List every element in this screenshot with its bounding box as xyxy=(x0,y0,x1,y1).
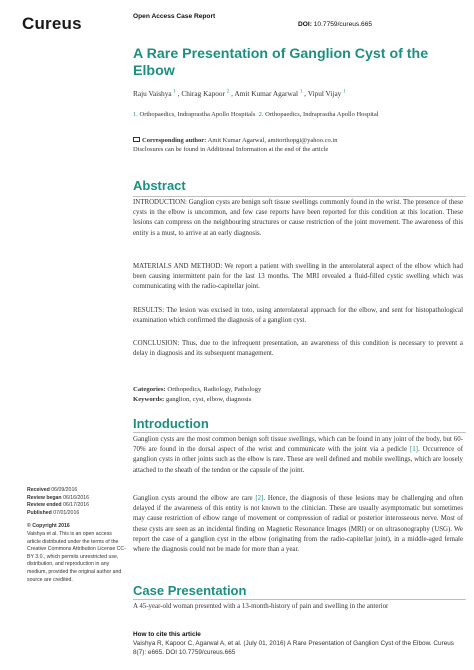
introduction-paragraph xyxy=(133,435,463,476)
published-date xyxy=(27,510,127,518)
affiliation-number: 2. xyxy=(258,111,264,118)
correspondence-block xyxy=(133,136,337,154)
abstract-introduction: INTRODUCTION: Ganglion cysts are benign soft tissue swellings commonly found in the wrist. The presence of these cysts in the elbow is uncommon, and few case reports have been reported for this condition at this location. These lesions can compress on the neighbouring structures or cause restriction of the joint movement. The awareness of this entity is a must, to arrive at an early diagnosis. xyxy=(133,199,463,237)
categories-value: Orthopedics, Radiology, Pathology xyxy=(167,386,262,393)
doi-value[interactable]: 10.7759/cureus.665 xyxy=(313,21,373,28)
section-divider xyxy=(133,196,466,197)
date-value: 07/01/2016 xyxy=(53,509,80,516)
doi-line xyxy=(298,21,372,28)
date-value: 06/16/2016 xyxy=(63,494,90,501)
paragraph-text: Ganglion cysts around the elbow are rare xyxy=(133,495,256,502)
date-label: Review ended xyxy=(27,502,62,509)
publication-history-sidebar xyxy=(27,487,127,584)
copyright-text: Vaishya et al. This is an open access article distributed under the terms of the Creative Commons Attribution License CC-BY 3.0., which permits unrestricted use, distribution, and reproduction in any medium, provided the original author and source are credited. xyxy=(27,530,126,583)
author-name[interactable]: Vipul Vijay xyxy=(307,89,342,98)
copyright-heading: © Copyright 2016 xyxy=(27,523,70,530)
keywords-value: ganglion, cyst, elbow, diagnosis xyxy=(165,396,252,403)
section-divider xyxy=(133,432,466,433)
affiliation-number: 1. xyxy=(133,111,138,118)
journal-logo: Cureus xyxy=(22,14,82,33)
section-divider xyxy=(133,599,466,600)
paragraph-text: . Occurrence of ganglion cysts in other joints such as the elbow is rare. These are well defined and mobile swellings, which are loosely attached to the sheath of the tendon or the capsule of the joint. xyxy=(133,446,464,474)
case-paragraph: A 45-year-old woman presented with a 13-month-history of pain and swelling in the anterior xyxy=(133,603,389,610)
disclosures-note: Disclosures can be found in Additional Information at the end of the article xyxy=(133,146,329,153)
corresponding-author[interactable]: Amit Kumar Agarwal, amitorthopgi@yahoo.co.in xyxy=(207,137,338,144)
keywords-label: Keywords: xyxy=(133,396,165,403)
author-affiliation-ref[interactable]: 1 xyxy=(173,89,176,95)
author-affiliation-ref[interactable]: 2 xyxy=(226,89,230,95)
citation-text: Vaishya R, Kapoor C, Agarwal A, et al. (July 01, 2016) A Rare Presentation of Ganglion Cyst of the Elbow. Cureus 8(7): e665. DOI 10.7759/cureus.665 xyxy=(133,640,455,656)
abstract-results: RESULTS: The lesion was excised in toto, using anterolateral approach for the elbow, and sent for histopathological examination which confirmed the diagnosis of a ganglion cyst. xyxy=(133,307,463,325)
author-affiliation-ref[interactable]: 1 xyxy=(343,89,346,95)
author-name[interactable]: Raju Vaishya xyxy=(133,89,172,98)
reference-link[interactable]: [1] xyxy=(409,446,418,454)
review-ended-date xyxy=(27,502,127,510)
affiliation-text: Orthopaedics, Indraprastha Apollo Hospitals xyxy=(139,111,256,118)
affiliation-list xyxy=(133,111,379,118)
categories-block xyxy=(133,385,261,405)
article-title: A Rare Presentation of Ganglion Cyst of the Elbow xyxy=(133,46,429,79)
author-affiliation-ref[interactable]: 1 xyxy=(299,89,303,95)
paragraph-text: . Hence, the diagnosis of these lesions may be challenging and often delayed if the awareness of this entity is not known to the clinician. These are usually asymptomatic but sometimes may cause restriction of elbow range of movement or compression of radial or posterior interosseous nerve. Most of these cysts are seen as an incidental finding on Magnetic Resonance Images (MRI) or on ultrasonography (USG). We report the case of a ganglion cyst in the elbow (originating from the radio-capitellar joint), in a middle-aged female where the diagnosis could not be made for more than a year. xyxy=(133,495,463,554)
received-date xyxy=(27,487,127,495)
case-presentation-heading: Case Presentation xyxy=(133,583,247,598)
author-list: Raju Vaishya $^1$ , Chirag Kapoor $^2$ , Amit Kumar Agarwal $^1$ , Vipul Vijay $^1$ xyxy=(133,89,346,98)
mail-icon xyxy=(133,137,140,142)
citation-heading: How to cite this article xyxy=(133,631,201,638)
introduction-paragraph xyxy=(133,494,463,555)
categories-label: Categories: xyxy=(133,386,166,393)
review-began-date xyxy=(27,495,127,503)
corresponding-label: Corresponding author: xyxy=(142,137,207,144)
doi-label: DOI: xyxy=(298,21,312,28)
date-value: 06/09/2016 xyxy=(51,487,78,493)
date-value: 06/17/2016 xyxy=(63,502,90,509)
author-name[interactable]: Chirag Kapoor xyxy=(181,89,225,98)
author-name[interactable]: Amit Kumar Agarwal xyxy=(234,89,299,98)
paragraph-text: Ganglion cysts are the most common benign soft tissue swellings, which can be found in any joint of the body, but 60-70% are found in the dorsal aspect of the wrist and communicate with the joint via a pedicle xyxy=(133,436,463,454)
abstract-methods: MATERIALS AND METHOD: We report a patient with swelling in the anterolateral aspect of the elbow which had been causing intermittent pain for the last 13 months. The MRI revealed a fluid-filled cystic swelling which was communicating with the radio-capitellar joint. xyxy=(133,263,463,291)
reference-link[interactable]: [2] xyxy=(255,495,264,502)
introduction-heading: Introduction xyxy=(133,416,209,431)
abstract-heading: Abstract xyxy=(133,178,186,193)
date-label: Received xyxy=(27,487,50,493)
abstract-conclusion: CONCLUSION: Thus, due to the infrequent presentation, an awareness of this condition is necessary to prevent a delay in diagnosis and its subsequent management. xyxy=(133,340,463,358)
article-type: Open Access Case Report xyxy=(133,13,216,20)
date-label: Published xyxy=(27,509,52,516)
date-label: Review began xyxy=(27,494,62,501)
affiliation-text: Orthopaedics, Indraprastha Apollo Hospital xyxy=(265,111,379,118)
